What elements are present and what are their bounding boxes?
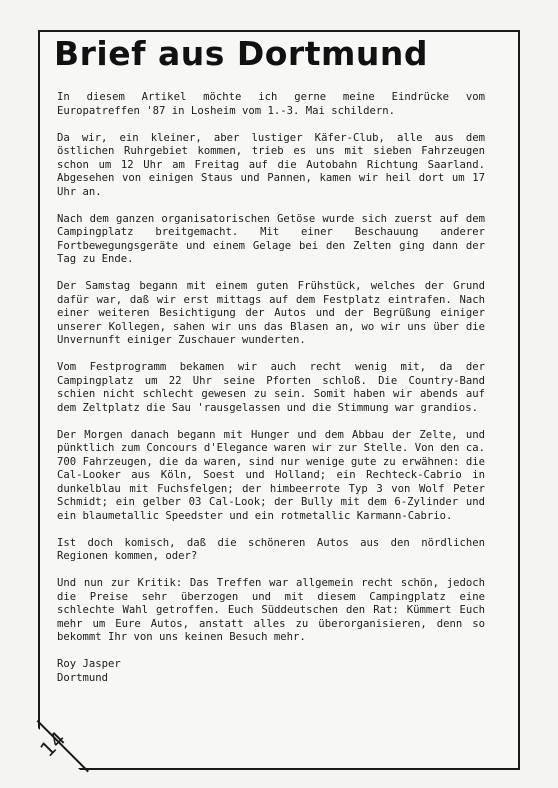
signature-place: Dortmund xyxy=(57,671,109,684)
paragraph: Der Morgen danach begann mit Hunger und dem Abbau der Zelte, und pünktlich zum Concours d'Elegance waren wir zur Stelle. Von den ca. 700 Fahrzeugen, die da waren, sind nur wenige gute zu erwähnen: die Cal-Looker aus Köln, Soest und Holland; ein Rechteck-Cabrio in dunkelblau mit Fuchsfelgen; der himbeerrote Typ 3 von Wolf Peter Schmidt; ein gelber 03 Cal-Look; der Bully mit dem 6-Zylinder und ein blaumetallic Speedster und ein rotmetallic Karmann-Cabrio. xyxy=(57,428,485,522)
signature-name: Roy Jasper xyxy=(57,658,121,670)
paragraph: Nach dem ganzen organisatorischen Getöse wurde sich zuerst auf dem Campingplatz breitgemacht. Mit einer Beschauung anderer Fortbewegungsgeräte und einem Gelage bei den Zelten ging dann der Tag zu Ende. xyxy=(57,212,485,265)
article-body xyxy=(57,91,485,685)
page-number: 14 xyxy=(35,726,71,762)
article-title: Brief aus Dortmund xyxy=(54,34,428,73)
paragraph: Vom Festprogramm bekamen wir auch recht wenig mit, da der Campingplatz um 22 Uhr seine Pforten schloß. Die Country-Band schien nicht schlecht gewesen zu sein. Somit haben wir abends auf dem Zeltplatz die Sau 'rausgelassen und die Stimmung war grandios. xyxy=(57,361,485,414)
paragraph: Der Samstag begann mit einem guten Frühstück, welches der Grund dafür war, daß wir erst mittags auf dem Festplatz eintrafen. Nach einer weiteren Besichtigung der Autos und der Begrüßung einiger unserer Kollegen, sahen wir uns das Blasen an, wo wir uns über die Unvernunft einiger Zuschauer wunderten. xyxy=(57,280,485,346)
paragraph: Da wir, ein kleiner, aber lustiger Käfer-Club, alle aus dem östlichen Ruhrgebiet kommen, trieb es uns mit sieben Fahrzeugen schon um 12 Uhr am Freitag auf die Autobahn Richtung Saarland. Abgesehen von einigen Staus und Pannen, kamen wir heil dort um 17 Uhr an. xyxy=(57,131,485,198)
paragraph: In diesem Artikel möchte ich gerne meine Eindrücke vom Europatreffen '87 in Losheim vom 1.-3. Mai schildern. xyxy=(57,91,485,117)
paragraph: Ist doch komisch, daß die schöneren Autos aus den nördlichen Regionen kommen, oder? xyxy=(57,536,485,562)
paragraph: Und nun zur Kritik: Das Treffen war allgemein recht schön, jedoch die Preise sehr überzogen und mit diesem Campingplatz eine schlechte Wahl getroffen. Euch Süddeutschen den Rat: Kümmert Euch mehr um Eure Autos, anstatt alles zu überorganisieren, denn so bekommt Ihr von uns keinen Besuch mehr. xyxy=(57,577,485,643)
